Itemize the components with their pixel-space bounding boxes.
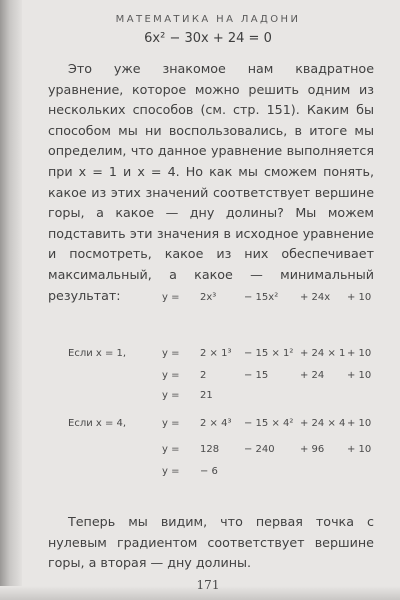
calc-condition-x1: Если x = 1,	[68, 348, 127, 359]
calc-result-x1: 21	[200, 390, 213, 401]
calc-term-cubic: 2 × 1³	[200, 348, 232, 359]
calc-term-constant: + 10	[347, 444, 372, 455]
calc-term-constant: + 10	[347, 292, 372, 303]
calc-condition-x4: Если x = 4,	[68, 418, 127, 429]
calculation-block	[52, 282, 376, 482]
calc-y-label: y =	[162, 390, 180, 401]
calc-term-linear: + 24	[300, 370, 325, 381]
calc-term-cubic: 2	[200, 370, 207, 381]
calc-term-square: − 15 × 1²	[244, 348, 294, 359]
calc-term-square: − 240	[244, 444, 275, 455]
calc-term-constant: + 10	[347, 348, 372, 359]
calc-term-cubic: 2x³	[200, 292, 217, 303]
calc-term-square: − 15 × 4²	[244, 418, 294, 429]
calc-y-label: y =	[162, 444, 180, 455]
body-paragraph-1: Это уже знакомое нам квадратное уравнение, которое можно решить одним из нескольких способов (см. стр. 151). Каким бы способом мы ни воспользовались, в итоге мы определим, что данное уравнение выполняется при x = 1 и x = 4. Но как мы сможем понять, какое из этих значений соответствует вершине горы, а какое — дну долины? Мы можем подставить эти значения в исходное уравнение и посмотреть, какое из них обеспечивает максимальный, а какое — минимальный результат:	[48, 61, 374, 303]
calc-term-linear: + 24 × 4	[300, 418, 346, 429]
calc-y-label: y =	[162, 466, 180, 477]
calc-y-label: y =	[162, 292, 180, 303]
body-paragraph-2: Теперь мы видим, что первая точка с нулевым градиентом соответствует вершине горы, а вторая — дну долины.	[48, 514, 374, 571]
calc-term-square: − 15x²	[244, 292, 279, 303]
calc-y-label: y =	[162, 348, 180, 359]
calc-term-linear: + 24 × 1	[300, 348, 346, 359]
calc-term-constant: + 10	[347, 418, 372, 429]
book-page	[40, 0, 376, 600]
calc-result-x4: − 6	[200, 466, 218, 477]
calc-term-cubic: 128	[200, 444, 220, 455]
running-title: МАТЕМАТИКА НА ЛАДОНИ	[115, 14, 301, 25]
calc-term-constant: + 10	[347, 370, 372, 381]
book-gutter-shadow	[0, 0, 22, 600]
calc-term-linear: + 24x	[300, 292, 331, 303]
calc-term-cubic: 2 × 4³	[200, 418, 232, 429]
page-number: 171	[196, 578, 220, 592]
calc-term-square: − 15	[244, 370, 269, 381]
calc-term-linear: + 96	[300, 444, 325, 455]
calc-y-label: y =	[162, 370, 180, 381]
calc-y-label: y =	[162, 418, 180, 429]
equation-heading: 6x² − 30x + 24 = 0	[144, 31, 272, 46]
